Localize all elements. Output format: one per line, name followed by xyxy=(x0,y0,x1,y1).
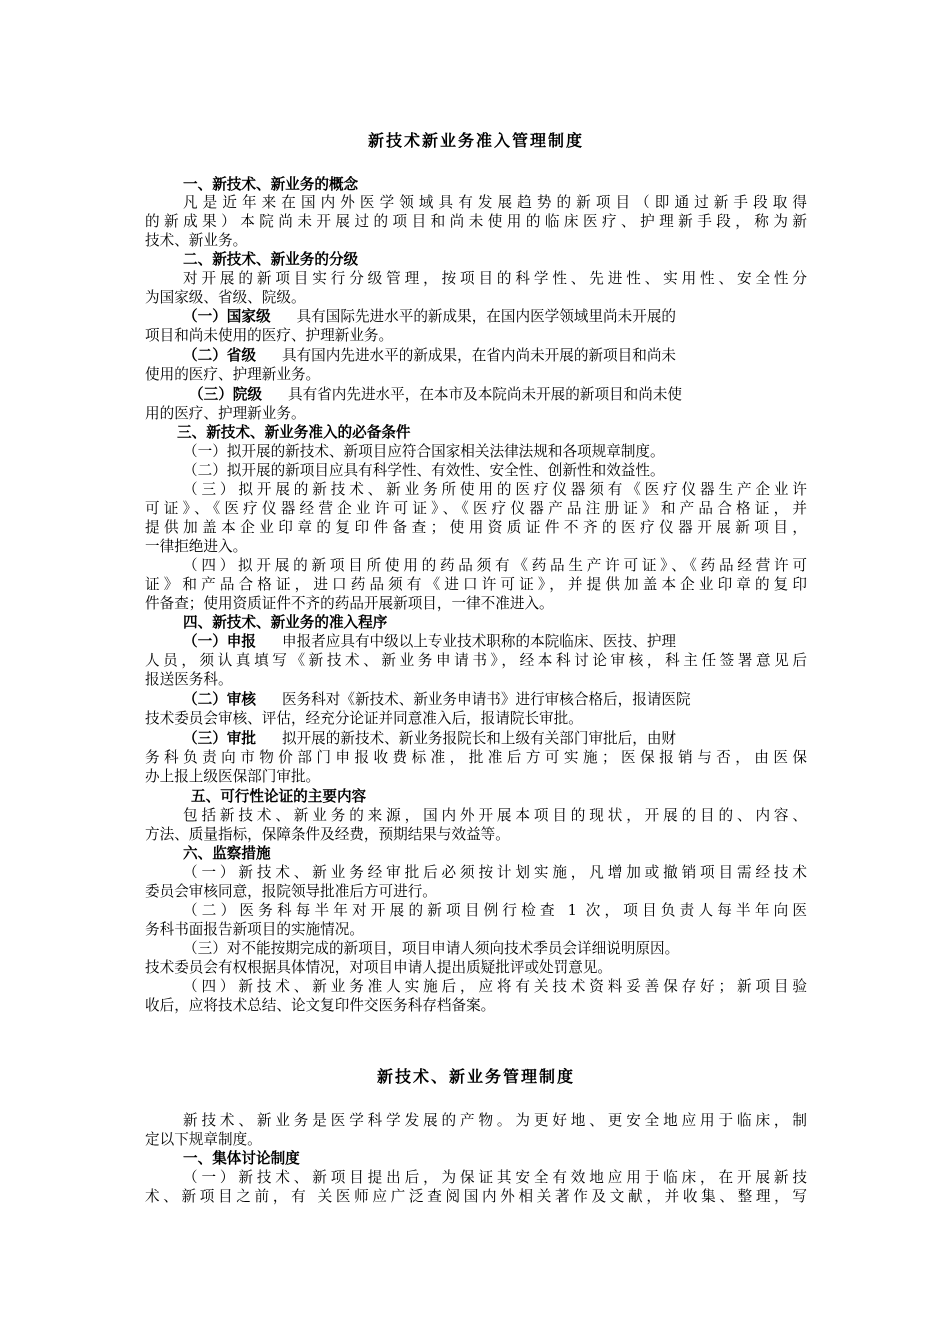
text-line: （二）医务科每半年对开展的新项目例行检查 1 次，项目负责人每半年向医 xyxy=(183,902,807,919)
text-line: 技术委员会有权根据具体情况，对项目申请人提出质疑批评或处罚意见。 xyxy=(145,959,613,976)
procedure-apply xyxy=(145,633,807,651)
text-line: （四）拟开展的新项目所使用的药品须有《药品生产许可证》、《药品经营许可 xyxy=(183,557,807,574)
section-heading: 一、新技术、新业务的概念 xyxy=(183,176,359,193)
section-heading: 三、新技术、新业务准入的必备条件 xyxy=(177,424,411,441)
grade-text: 具有国内先进水平的新成果，在省内尚未开展的新项目和尚未 xyxy=(281,347,677,364)
procedure-text: 拟开展的新技术、新业务报院长和上级有关部门审批后，由财 xyxy=(281,730,677,747)
procedure-label: （三）审批 xyxy=(183,730,256,747)
procedure-review xyxy=(145,691,807,709)
text-line: 收后，应将技术总结、论文复印件交医务科存档备案。 xyxy=(145,997,496,1014)
doc1-title: 新技术新业务准入管理制度 xyxy=(367,131,584,150)
grade-label: （二）省级 xyxy=(183,347,256,364)
text-line: 务科负责向市物价部门申报收费标准，批准后方可实施；医保报销与否，由医保 xyxy=(145,749,807,766)
doc2-title: 新技术、新业务管理制度 xyxy=(376,1067,575,1086)
text-line: 用的医疗、护理新业务。 xyxy=(145,405,306,422)
text-line: 人员，须认真填写《新技术、新业务申请书》，经本科讨论审核，科主任签署意见后 xyxy=(145,652,807,669)
text-line: 技术委员会审核、评估，经充分论证并同意准入后，报请院长审批。 xyxy=(145,710,583,727)
text-line: 一律拒绝进入。 xyxy=(145,538,248,555)
grade-label: （一）国家级 xyxy=(183,308,271,325)
text-line: （三）拟开展的新技术、新业务所使用的医疗仪器须有《医疗仪器生产企业许 xyxy=(183,481,807,498)
procedure-text: 医务科对《新技术、新业务申请书》进行审核合格后，报请医院 xyxy=(281,691,691,708)
text-line: 的新成果）本院尚未开展过的项目和尚未使用的临床医疗、护理新手段，称为新 xyxy=(145,213,807,230)
section-heading: 六、监察措施 xyxy=(183,845,271,862)
text-line: 办上报上级医保部门审批。 xyxy=(145,768,321,785)
text-line: 包括新技术、新业务的来源，国内外开展本项目的现状，开展的目的、内容、 xyxy=(183,807,807,824)
text-line: 提供加盖本企业印章的复印件备查；使用资质证件不齐的医疗仪器开展新项目， xyxy=(145,519,807,536)
text-line: 对开展的新项目实行分级管理，按项目的科学性、先进性、实用性、安全性分 xyxy=(183,270,807,287)
text-line: （二）拟开展的新项目应具有科学性、有效性、安全性、创新性和效益性。 xyxy=(183,462,665,479)
text-line: （四）新技术、新业务准人实施后，应将有关技术资料妥善保存好；新项目验 xyxy=(183,978,807,995)
text-line: （一）新技术、新项目提出后，为保证其安全有效地应用于临床，在开展新技 xyxy=(183,1169,807,1186)
text-line: 报送医务科。 xyxy=(145,671,233,688)
text-line: 凡是近年来在国内外医学领域具有发展趋势的新项目（即通过新手段取得 xyxy=(183,194,807,211)
section-heading: 五、可行性论证的主要内容 xyxy=(191,788,367,805)
text-line: 务科书面报告新项目的实施情况。 xyxy=(145,921,364,938)
text-line: 委员会审核同意，报院领导批准后方可进行。 xyxy=(145,883,437,900)
text-line: 新技术、新业务是医学科学发展的产物。为更好地、更安全地应用于临床，制 xyxy=(183,1112,807,1129)
text-line: 方法、质量指标，保障条件及经费，预期结果与效益等。 xyxy=(145,826,510,843)
grade-national xyxy=(145,308,807,326)
text-line: （三）对不能按期完成的新项目，项目申请人须向技术季员会详细说明原因。 xyxy=(183,940,680,957)
text-line: 为国家级、省级、院级。 xyxy=(145,289,306,306)
grade-provincial xyxy=(145,347,807,365)
grade-text: 具有国际先进水平的新成果，在国内医学领域里尚未开展的 xyxy=(296,308,677,325)
procedure-text: 申报者应具有中级以上专业技术职称的本院临床、医技、护理 xyxy=(281,633,677,650)
grade-text: 具有省内先进水平，在本市及本院尚未开展的新项目和尚未使 xyxy=(287,386,683,403)
text-line: （一）新技术、新业务经审批后必须按计划实施，凡增加或撤销项目需经技术 xyxy=(183,864,807,881)
text-line: 证》和产品合格证，进口药品须有《进口许可证》，并提供加盖本企业印章的复印 xyxy=(145,576,807,593)
text-line: （一）拟开展的新技术、新项目应符合国家相关法律法规和各项规章制度。 xyxy=(183,443,665,460)
text-line: 定以下规章制度。 xyxy=(145,1131,262,1148)
procedure-label: （一）申报 xyxy=(183,633,256,650)
text-line: 可证》、《医疗仪器经营企业许可证》、《医疗仪器产品注册证》和产品合格证，并 xyxy=(145,500,807,517)
text-line: 技术、新业务。 xyxy=(145,232,248,249)
procedure-label: （二）审核 xyxy=(183,691,256,708)
grade-label: （三）院级 xyxy=(189,386,262,403)
text-line: 件备查；使用资质证件不齐的药品开展新项目，一律不准进入。 xyxy=(145,595,554,612)
section-heading: 四、新技术、新业务的准入程序 xyxy=(183,614,388,631)
grade-hospital xyxy=(145,386,807,404)
procedure-approve xyxy=(145,730,807,748)
section-heading: 二、新技术、新业务的分级 xyxy=(183,251,359,268)
text-line: 使用的医疗、护理新业务。 xyxy=(145,366,321,383)
section-heading: 一、集体讨论制度 xyxy=(183,1150,300,1167)
text-line: 术、新项目之前，有 关医师应广泛查阅国内外相关著作及文献，并收集、整理，写 xyxy=(145,1188,807,1205)
text-line: 项目和尚未使用的医疗、护理新业务。 xyxy=(145,327,394,344)
